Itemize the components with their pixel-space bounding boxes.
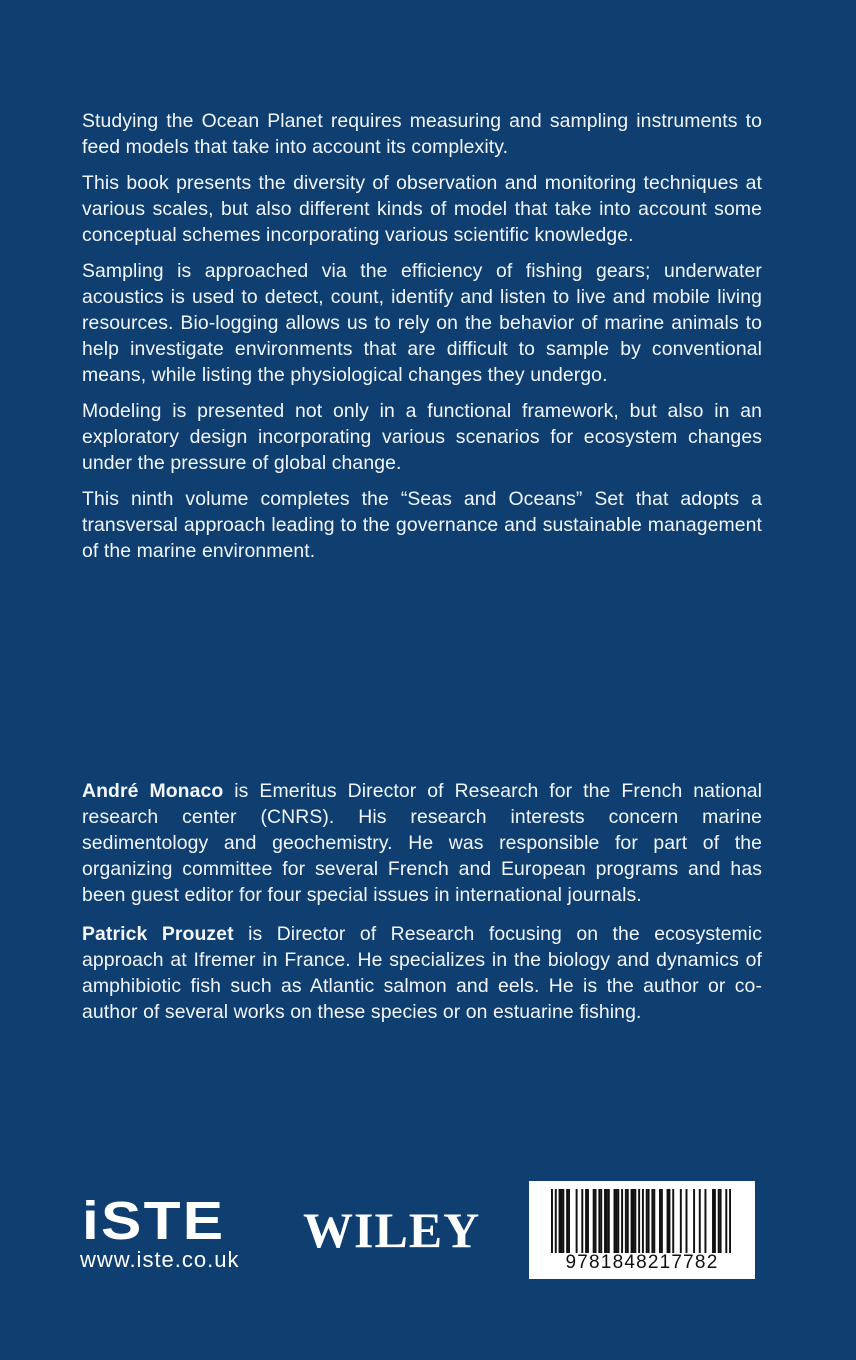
barcode-bar: [661, 1189, 663, 1253]
barcode-bar: [704, 1189, 706, 1253]
barcode-bar: [627, 1189, 629, 1253]
barcode-bar: [551, 1189, 553, 1253]
description-paragraph-3: Sampling is approached via the efficiency of fishing gears; underwater acoustics is used to detect, count, identify and listen to live and mobile living resources. Bio-logging allows us to rely on the behavior of marine animals to help investigate environments that are difficult to sample by conventional means, while listing the physiological changes they undergo.: [82, 260, 762, 386]
book-description: [82, 108, 762, 574]
barcode-bar: [720, 1189, 722, 1253]
author-bio-text: is Emeritus Director of Research for the French national research center (CNRS). His research interests concern marine sedimentology and geochemistry. He was responsible for part of the organizing committee for several French and European programs and has been guest editor for four special issues in international journals.: [82, 780, 762, 906]
barcode-bar: [672, 1189, 674, 1253]
barcode-bar: [653, 1189, 655, 1253]
barcode-bar: [729, 1189, 731, 1253]
barcode-bar: [560, 1189, 562, 1253]
barcode-bar: [651, 1189, 653, 1253]
barcode-bar: [615, 1189, 617, 1253]
barcode-bar: [585, 1189, 587, 1253]
barcode-bars: [551, 1189, 731, 1253]
iste-url: www.iste.co.uk: [80, 1247, 240, 1272]
barcode-bar: [668, 1189, 670, 1253]
barcode-bar: [562, 1189, 564, 1253]
barcode-bar: [631, 1189, 633, 1253]
barcode-bar: [638, 1189, 640, 1253]
barcode-bar: [667, 1189, 669, 1253]
barcode-bar: [718, 1189, 720, 1253]
barcode-bar: [566, 1189, 568, 1253]
barcode-bar: [621, 1189, 623, 1253]
barcode-bar: [617, 1189, 619, 1253]
barcode-bar: [725, 1189, 727, 1253]
barcode-bar: [598, 1189, 600, 1253]
barcode-bar: [555, 1189, 557, 1253]
barcode-bar: [634, 1189, 636, 1253]
description-paragraph-5: This ninth volume completes the “Seas and Oceans” Set that adopts a transversal approach leading to the governance and sustainable management of the marine environment.: [82, 488, 762, 562]
barcode: [529, 1181, 755, 1279]
barcode-bar: [593, 1189, 595, 1253]
wiley-logo: WILEY: [303, 1202, 481, 1258]
description-paragraph-1: Studying the Ocean Planet requires measuring and sampling instruments to feed models that take into account its complexity.: [82, 110, 762, 158]
barcode-bar: [614, 1189, 616, 1253]
description-paragraph-2: This book presents the diversity of observation and monitoring techniques at various scales, but also different kinds of model that take into account some conceptual schemes incorporating various scientific knowledge.: [82, 172, 762, 246]
author-bios: [82, 778, 762, 1038]
barcode-bar: [714, 1189, 716, 1253]
author-bio-monaco: [82, 778, 762, 908]
iste-logo: iSTE: [82, 1191, 226, 1251]
barcode-bar: [699, 1189, 701, 1253]
barcode-bar: [595, 1189, 597, 1253]
author-name: Patrick Prouzet: [82, 923, 234, 945]
barcode-bar: [606, 1189, 608, 1253]
barcode-bar: [642, 1189, 644, 1253]
barcode-bar: [559, 1189, 561, 1253]
author-bio-text: is Director of Research focusing on the ecosystemic approach at Ifremer in France. He specializes in the biology and dynamics of amphibiotic fish such as Atlantic salmon and eels. He is the author or co-author of several works on these species or on estuarine fishing.: [82, 923, 762, 1023]
barcode-bar: [587, 1189, 589, 1253]
barcode-bar: [581, 1189, 583, 1253]
barcode-bar: [600, 1189, 602, 1253]
barcode-bar: [686, 1189, 688, 1253]
isbn-number: 9781848217782: [565, 1252, 719, 1273]
barcode-bar: [625, 1189, 627, 1253]
barcode-bar: [659, 1189, 661, 1253]
author-bio-prouzet: [82, 921, 762, 1025]
barcode-bar: [646, 1189, 648, 1253]
barcode-bar: [693, 1189, 695, 1253]
author-name: André Monaco: [82, 780, 224, 802]
barcode-bar: [608, 1189, 610, 1253]
barcode-bar: [680, 1189, 682, 1253]
barcode-bar: [604, 1189, 606, 1253]
barcode-bar: [576, 1189, 578, 1253]
barcode-bar: [632, 1189, 634, 1253]
barcode-bar: [712, 1189, 714, 1253]
barcode-bar: [648, 1189, 650, 1253]
description-paragraph-4: Modeling is presented not only in a functional framework, but also in an exploratory design incorporating various scenarios for ecosystem changes under the pressure of global change.: [82, 400, 762, 474]
barcode-bar: [568, 1189, 570, 1253]
